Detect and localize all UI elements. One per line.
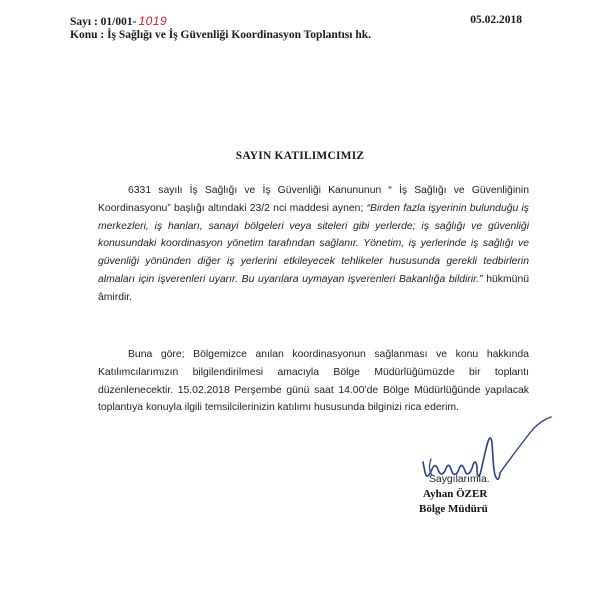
paragraph-1-outro: hükmünü âmirdir. (98, 273, 529, 303)
reference-number (70, 14, 167, 28)
handwritten-reference-number: 1019 (138, 14, 168, 28)
letter-subject: Konu : İş Sağlığı ve İş Güvenliği Koordinasyon Toplantısı hk. (70, 29, 372, 41)
handwritten-signature (405, 415, 555, 515)
salutation: SAYIN KATILIMCIMIZ (235, 150, 365, 162)
paragraph-1 (98, 182, 529, 307)
closing-regards: Saygılarımla. (429, 474, 490, 485)
letter-date: 05.02.2018 (470, 14, 522, 26)
paragraph-1-quote: “Birden fazla işyerinin bulunduğu iş merkezleri, iş hanları, sanayi bölgeleri veya siteleri gibi yerlerde; iş sağlığı ve güvenliği konusundaki koordinasyon yönetim tarafından sağlanır. Yönetim, iş yerlerinde iş sağlığı ve güvenliği yönünden diğer iş yerlerini etkileyecek tehlikeler hususunda gerekli tedbirlerin almaları için işverenleri uyarır. Bu uyarılara uymayan işverenleri Bakanlığa bildirir.” (98, 202, 530, 285)
reference-label: Sayı : 01/001- (70, 16, 137, 28)
signer-title: Bölge Müdürü (419, 503, 488, 515)
paragraph-1-intro: 6331 sayılı İş Sağlığı ve İş Güvenliği Kanununun “ İş Sağlığı ve Güvenliğinin Koordinasyonu” başlığı altındaki 23/2 nci maddesi aynen; (98, 185, 529, 214)
signer-name: Ayhan ÖZER (423, 488, 488, 500)
paragraph-2-text: Buna göre; Bölgemizce anılan koordinasyonun sağlanması ve konu hakkında Katılımcılarımızın bilgilendirilmesi amacıyla Bölge Müdürlüğümüzde bir toplantı düzenlenecektir. 15.02.2018 Perşembe günü saat 14.00’de Bölge Müdürlüğünde yapılacak toplantıya konuyla ilgili temsilcilerinizin katılımı hususunda bilginizi rica ederim. (98, 349, 529, 414)
paragraph-2 (98, 346, 529, 417)
